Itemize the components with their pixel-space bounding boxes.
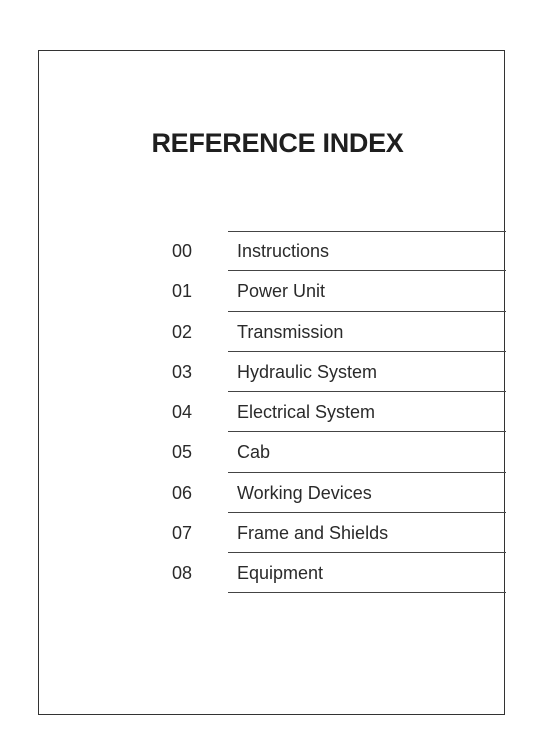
index-row-07[interactable]: [0, 513, 533, 553]
row-divider: [228, 231, 506, 232]
section-number: 07: [172, 522, 193, 543]
section-title[interactable]: Electrical System: [237, 402, 376, 422]
section-title[interactable]: Frame and Shields: [237, 522, 389, 543]
page-title: REFERENCE INDEX: [151, 128, 404, 158]
index-row-02[interactable]: [0, 312, 533, 352]
section-title[interactable]: Power Unit: [237, 281, 326, 302]
section-number: 00: [172, 241, 193, 261]
index-row-06[interactable]: [0, 473, 533, 513]
index-row-03[interactable]: [0, 352, 533, 392]
row-divider: [228, 592, 506, 593]
index-row-01[interactable]: [0, 271, 533, 311]
section-number: 02: [172, 321, 193, 342]
section-number: 04: [172, 402, 193, 422]
section-number: 03: [172, 361, 193, 382]
index-row-08[interactable]: [0, 553, 533, 593]
section-number: 05: [172, 442, 193, 463]
section-title[interactable]: Cab: [237, 442, 271, 463]
index-row-05[interactable]: [0, 432, 533, 472]
reference-index-list: [0, 231, 533, 593]
section-title[interactable]: Working Devices: [237, 482, 372, 503]
section-title[interactable]: Instructions: [237, 241, 330, 261]
index-row-04[interactable]: [0, 392, 533, 432]
section-number: 08: [172, 563, 193, 583]
section-title[interactable]: Equipment: [237, 563, 324, 583]
index-row-00[interactable]: [0, 231, 533, 271]
section-title[interactable]: Hydraulic System: [237, 361, 378, 382]
section-number: 06: [172, 482, 193, 503]
section-title[interactable]: Transmission: [237, 321, 344, 342]
section-number: 01: [172, 281, 193, 302]
